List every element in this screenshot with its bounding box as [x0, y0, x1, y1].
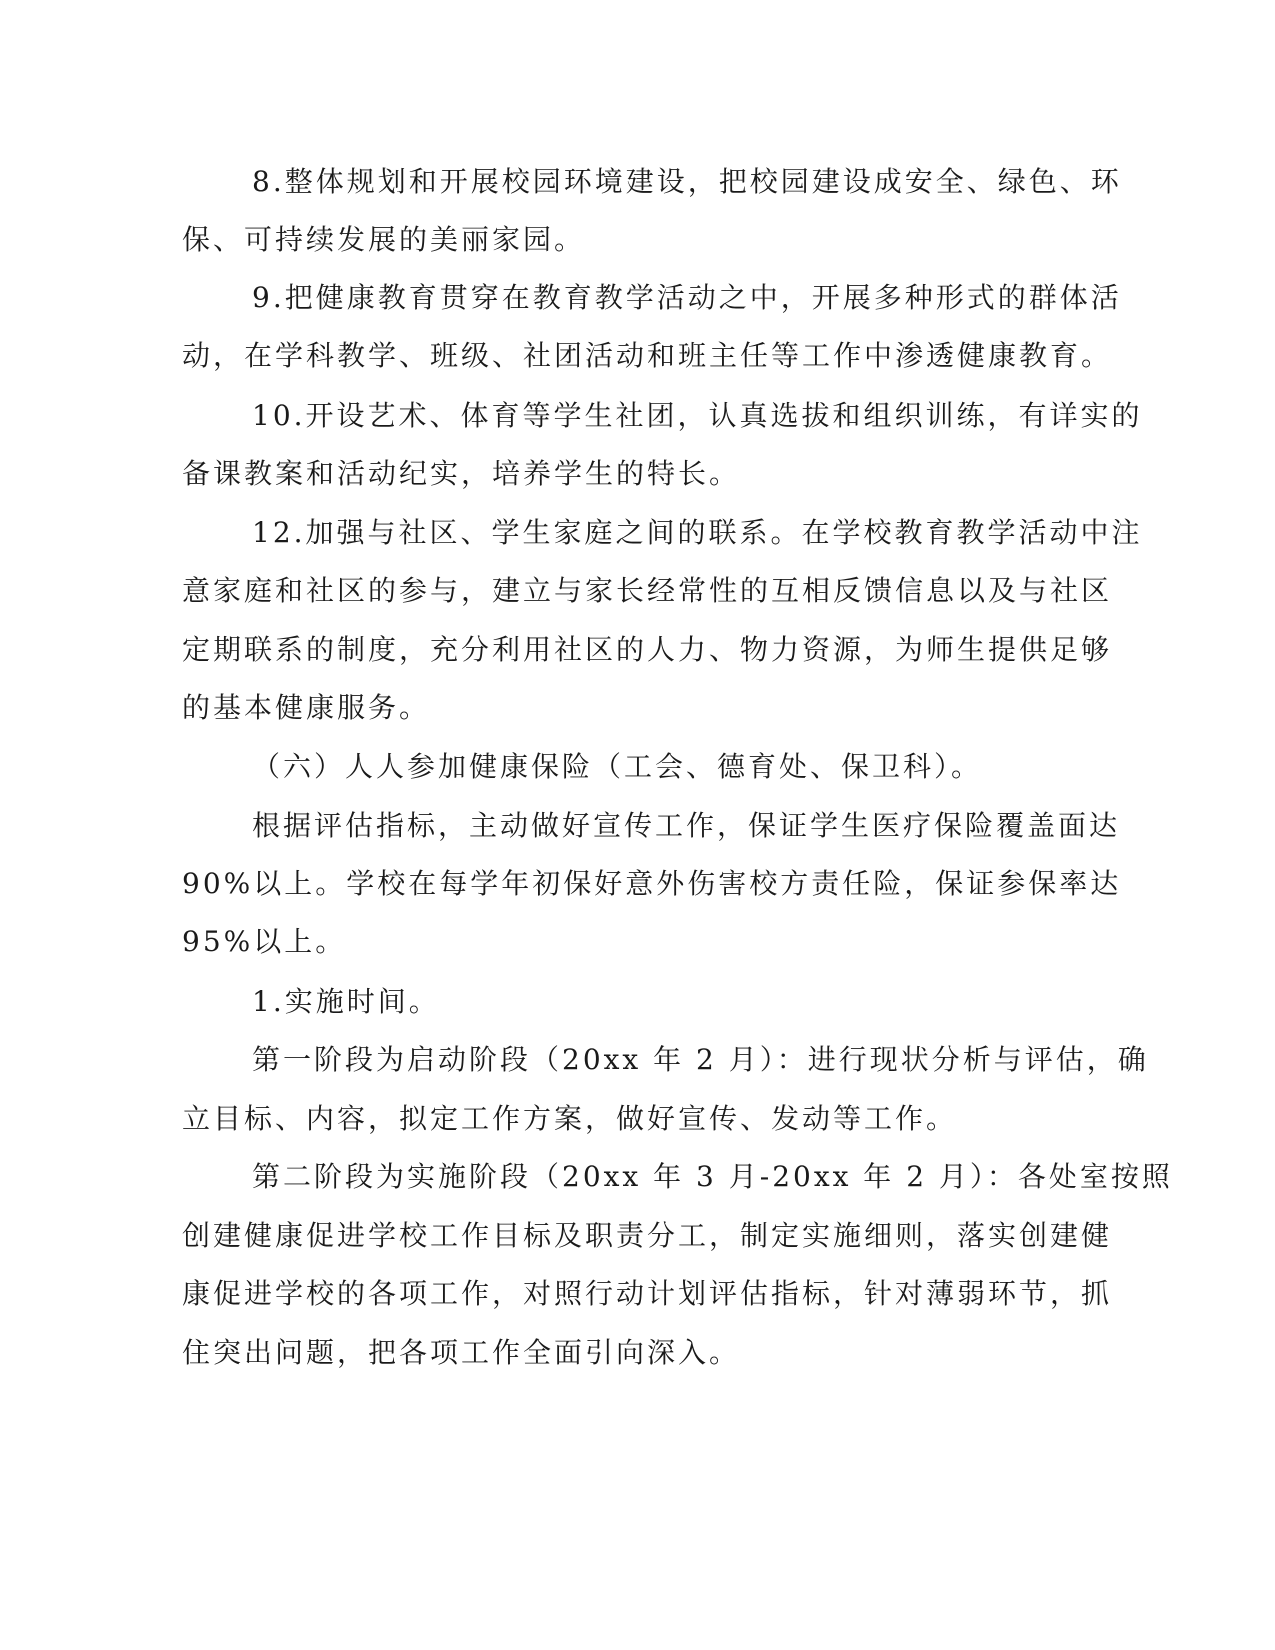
insurance-paragraph-line-1: 根据评估指标，主动做好宣传工作，保证学生医疗保险覆盖面达	[252, 809, 1121, 842]
paragraph-10-line-2: 备课教案和活动纪实，培养学生的特长。	[182, 457, 741, 490]
paragraph-9-line-2: 动，在学科教学、班级、社团活动和班主任等工作中渗透健康教育。	[182, 339, 1113, 372]
implementation-time-heading: 1.实施时间。	[252, 985, 440, 1018]
insurance-paragraph-line-2: 90%以上。学校在每学年初保好意外伤害校方责任险，保证参保率达	[182, 867, 1122, 900]
stage-1-line-1: 第一阶段为启动阶段（20xx 年 2 月）：进行现状分析与评估，确	[252, 1043, 1149, 1076]
stage-2-line-3: 康促进学校的各项工作，对照行动计划评估指标，针对薄弱环节，抓	[182, 1277, 1113, 1310]
paragraph-12-line-3: 定期联系的制度，充分利用社区的人力、物力资源，为师生提供足够	[182, 633, 1113, 666]
stage-2-line-4: 住突出问题，把各项工作全面引向深入。	[182, 1336, 741, 1369]
paragraph-12-line-4: 的基本健康服务。	[182, 691, 431, 724]
stage-2-line-1: 第二阶段为实施阶段（20xx 年 3 月-20xx 年 2 月）：各处室按照	[252, 1160, 1173, 1193]
insurance-paragraph-line-3: 95%以上。	[182, 925, 347, 958]
section-6-heading: （六）人人参加健康保险（工会、德育处、保卫科）。	[252, 750, 983, 783]
paragraph-9-line-1: 9.把健康教育贯穿在教育教学活动之中，开展多种形式的群体活	[252, 281, 1122, 314]
paragraph-12-line-1: 12.加强与社区、学生家庭之间的联系。在学校教育教学活动中注	[252, 516, 1143, 549]
paragraph-10-line-1: 10.开设艺术、体育等学生社团，认真选拔和组织训练，有详实的	[252, 399, 1143, 432]
paragraph-8-line-1: 8.整体规划和开展校园环境建设，把校园建设成安全、绿色、环	[252, 165, 1122, 198]
stage-2-line-2: 创建健康促进学校工作目标及职责分工，制定实施细则，落实创建健	[182, 1219, 1113, 1252]
paragraph-8-line-2: 保、可持续发展的美丽家园。	[182, 223, 586, 256]
stage-1-line-2: 立目标、内容，拟定工作方案，做好宣传、发动等工作。	[182, 1102, 958, 1135]
paragraph-12-line-2: 意家庭和社区的参与，建立与家长经常性的互相反馈信息以及与社区	[182, 574, 1113, 607]
